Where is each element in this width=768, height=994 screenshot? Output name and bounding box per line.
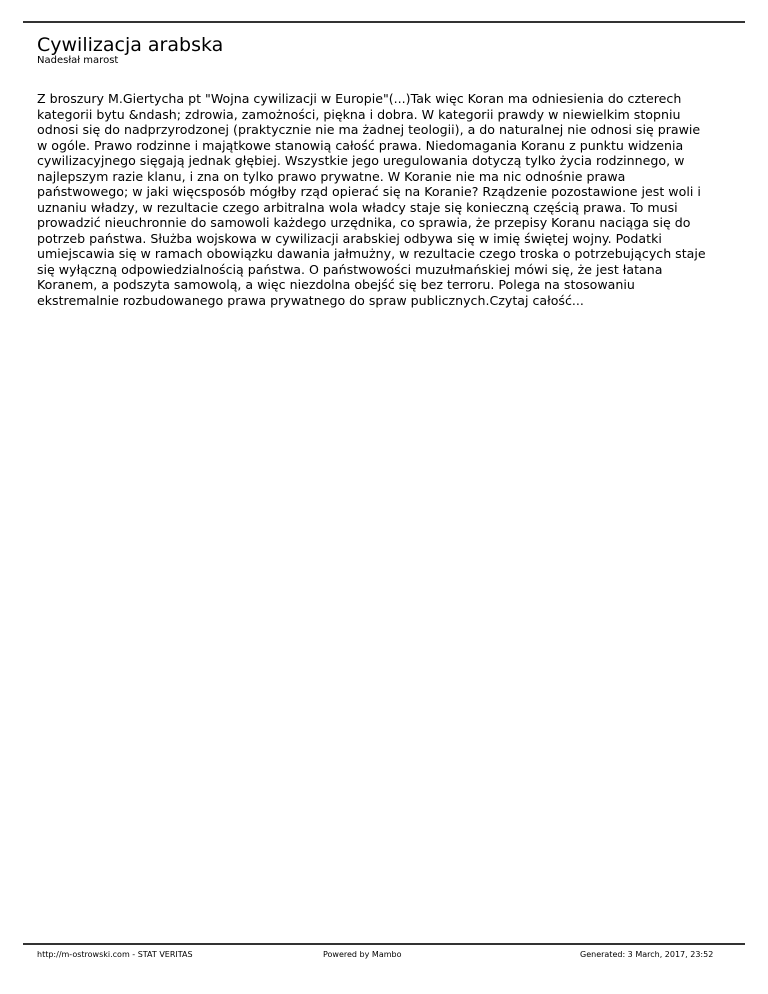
footer-site-url: http://m-ostrowski.com - STAT VERITAS	[37, 950, 193, 959]
footer-generated-date: Generated: 3 March, 2017, 23:52	[580, 950, 714, 959]
bottom-divider	[23, 943, 745, 945]
top-divider	[23, 21, 745, 23]
article-byline: Nadesłał marost	[37, 55, 119, 66]
article-body: Z broszury M.Giertycha pt "Wojna cywilizacji w Europie"(...)Tak więc Koran ma odniesienia do czterech kategorii bytu &ndash; zdrowia, zamożności, piękna i dobra. W kategorii prawdy w niewielkim stopniu odnosi się do nadprzyrodzonej (praktycznie nie ma żadnej teologii), a do naturalnej nie odnosi się prawie w ogóle. Prawo rodzinne i majątkowe stanowią całość prawa. Niedomagania Koranu z punktu widzenia cywilizacyjnego sięgają jednak głębiej. Wszystkie jego uregulowania dotyczą tylko życia rodzinnego, w najlepszym razie klanu, i zna on tylko prawo prywatne. W Koranie nie ma nic odnośnie prawa państwowego; w jaki więcsposób mógłby rząd opierać się na Koranie? Rządzenie pozostawione jest woli i uznaniu władzy, w rezultacie czego arbitralna wola władcy staje się konieczną częścią prawa. To musi prowadzić nieuchronnie do samowoli każdego urzędnika, co sprawia, że przepisy Koranu naciąga się do potrzeb państwa. Służba wojskowa w cywilizacji arabskiej odbywa się w imię świętej wojny. Podatki umiejscawia się w ramach obowiązku dawania jałmużny, w rezultacie czego troska o potrzebujących staje się wyłączną odpowiedzialnością państwa. O państwowości muzułmańskiej mówi się, że jest łatana Koranem, a podszyta samowolą, a więc niezdolna obejść się bez terroru. Polega na stosowaniu ekstremalnie rozbudowanego prawa prywatnego do spraw publicznych.Czytaj całość...	[37, 91, 706, 308]
article-title: Cywilizacja arabska	[37, 34, 224, 56]
footer-powered-by: Powered by Mambo	[323, 950, 402, 959]
